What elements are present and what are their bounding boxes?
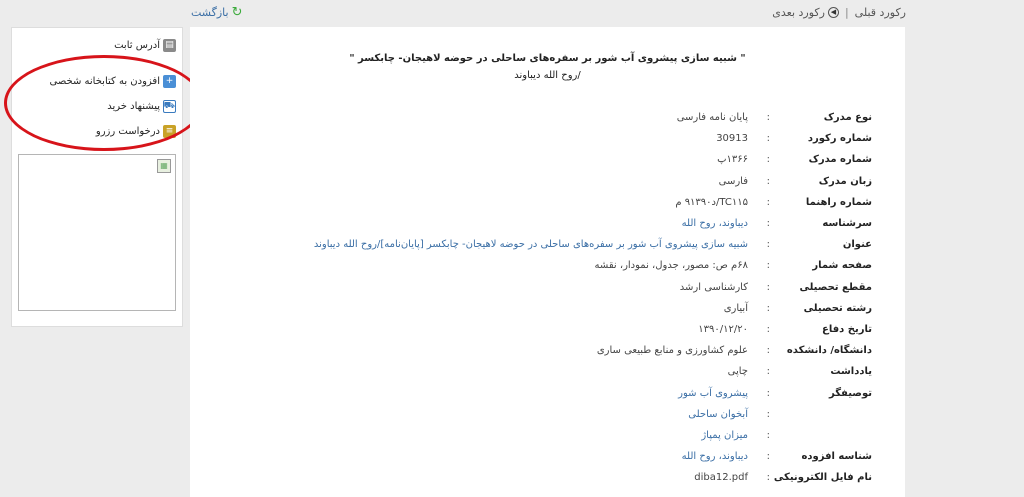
cart-icon[interactable]: ⛟ [163, 101, 175, 111]
field-label: عنوان [842, 239, 872, 251]
field-colon: : [766, 324, 770, 335]
document-title: " شبیه سازی پیشروی آب شور بر سفره‌های ساحلی در حوضه لاهیجان- چابکسر " [349, 53, 746, 64]
field-row-defense-date [190, 324, 872, 340]
top-nav-bar [0, 0, 1024, 26]
field-colon: : [766, 281, 770, 293]
field-label: مقطع تحصیلی [799, 281, 872, 293]
field-colon: : [766, 154, 770, 166]
field-label: شماره راهنما [805, 196, 872, 208]
field-label: شماره مدرک [808, 154, 872, 166]
add-to-library-icon[interactable]: + [163, 75, 176, 88]
back-link[interactable] [191, 5, 242, 20]
document-icon: ▤ [163, 39, 176, 52]
field-value: ۱۳۹۰/۱۲/۲۰ [698, 324, 748, 335]
field-row-doc-number [190, 154, 872, 170]
field-colon: : [766, 408, 770, 420]
field-colon: : [766, 345, 770, 357]
field-row-descriptor-2 [190, 409, 872, 425]
add-to-library-item[interactable] [50, 75, 176, 88]
field-value: آبیاری [723, 302, 748, 314]
field-colon: : [766, 112, 770, 123]
broken-image-icon: ▦ [157, 159, 171, 173]
field-colon: : [766, 133, 770, 145]
field-value-link[interactable]: میزان پمپاژ [701, 430, 748, 441]
field-colon: : [766, 472, 770, 484]
field-colon: : [766, 175, 770, 187]
field-value: فارسی [718, 175, 748, 187]
field-value: diba12.pdf [694, 472, 748, 484]
field-value-link[interactable]: دیباوند، روح الله [681, 218, 748, 229]
document-author: /روح الله دیباوند [514, 70, 581, 81]
field-row-pagination [190, 260, 872, 276]
field-row-note [190, 366, 872, 382]
field-value-link[interactable]: پیشروی آب شور [678, 387, 748, 399]
field-row-descriptor [190, 388, 872, 404]
prev-record-link[interactable]: رکورد قبلی [854, 6, 906, 19]
field-label: تاریخ دفاع [822, 324, 872, 335]
record-navigation [772, 6, 906, 19]
permalink-item[interactable] [114, 39, 176, 52]
field-label: یادداشت [830, 366, 872, 378]
reserve-request-label[interactable]: درخواست رزرو [95, 126, 160, 137]
field-colon: : [766, 196, 770, 208]
field-label: توصیفگر [828, 387, 872, 399]
field-row-language [190, 176, 872, 192]
permalink-label[interactable]: آدرس ثابت [114, 40, 160, 51]
purchase-suggestion-label[interactable]: پیشنهاد خرید [107, 101, 160, 112]
add-to-library-label[interactable]: افزودن به کتابخانه شخصی [49, 76, 160, 87]
field-value-link[interactable]: آبخوان ساحلی [688, 408, 748, 420]
field-label: دانشگاه/ دانشکده [786, 345, 872, 357]
field-colon: : [766, 366, 770, 378]
field-label: نوع مدرک [823, 112, 872, 123]
field-value: 30913 [716, 133, 748, 145]
field-row-file-name [190, 472, 872, 488]
field-label: رشته تحصیلی [803, 302, 872, 314]
field-row-degree [190, 282, 872, 298]
field-label: سرشناسه [822, 218, 872, 229]
field-value: ۱۳۶۶پ [717, 154, 748, 166]
reserve-icon[interactable]: ≡ [163, 125, 176, 138]
reserve-request-item[interactable] [96, 125, 176, 138]
field-value: چاپی [727, 366, 748, 378]
field-value: علوم کشاورزی و منابع طبیعی ساری [596, 345, 748, 357]
field-value: ۶۸م ص: مصور، جدول، نمودار، نقشه [594, 260, 748, 272]
field-row-title [190, 239, 872, 255]
field-row-major [190, 303, 872, 319]
field-row-descriptor-3 [190, 430, 872, 446]
field-row-record-number [190, 133, 872, 149]
back-arrow-icon[interactable]: ↻ [231, 5, 243, 20]
field-value: پایان نامه فارسی [676, 112, 748, 123]
field-value-link[interactable]: شبیه سازی پیشروی آب شور بر سفره‌های ساحلی در حوضه لاهیجان- چابکسر [پایان‌نامه]/روح الله دیباوند [313, 239, 748, 251]
field-value: TC۱۱۵/د۹۱۳۹۰ م [675, 196, 748, 208]
field-label: شناسه افزوده [801, 451, 872, 463]
cover-image-box [18, 154, 176, 311]
field-label: صفحه شمار [812, 260, 872, 272]
field-label: زبان مدرک [818, 175, 872, 187]
field-row-main-entry [190, 218, 872, 234]
field-colon: : [766, 302, 770, 314]
field-colon: : [766, 387, 770, 399]
next-arrow-icon[interactable]: ◀ [828, 7, 839, 18]
field-value: کارشناسی ارشد [679, 281, 748, 293]
sidebar [11, 27, 183, 327]
field-row-added-entry [190, 451, 872, 467]
field-row-call-number [190, 197, 872, 213]
field-label: نام فایل الکترونیکی [773, 472, 872, 484]
purchase-suggestion-item[interactable] [107, 100, 176, 113]
field-label: شماره رکورد [807, 133, 872, 145]
next-record-link[interactable]: رکورد بعدی [772, 6, 825, 19]
field-value-link[interactable]: دیباوند، روح الله [681, 451, 748, 463]
back-label[interactable]: بازگشت [191, 6, 229, 19]
field-colon: : [766, 260, 770, 272]
field-colon: : [766, 451, 770, 463]
field-colon: : [766, 218, 770, 229]
field-row-doc-type [190, 112, 872, 128]
field-colon: : [766, 430, 770, 441]
field-row-university [190, 345, 872, 361]
nav-separator: | [844, 6, 849, 19]
field-colon: : [766, 239, 770, 251]
